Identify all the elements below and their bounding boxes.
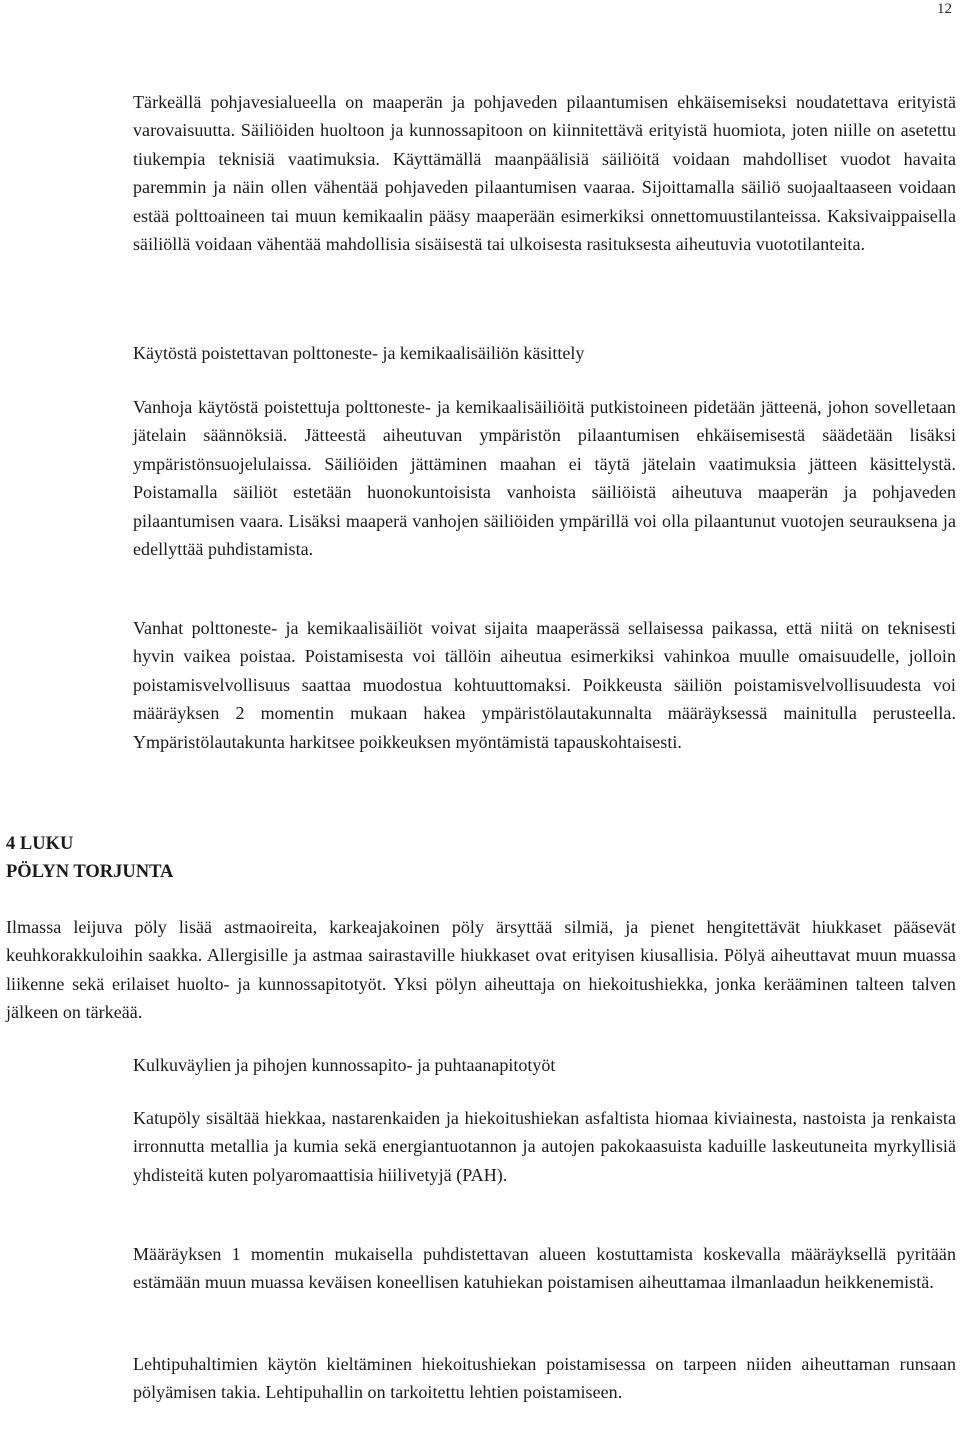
page-number: 12 — [937, 1, 952, 17]
subheading-tank-removal: Käytöstä poistettavan polttoneste- ja kemikaalisäiliön käsittely — [133, 343, 585, 363]
chapter-number: 4 LUKU — [6, 834, 74, 854]
paragraph-leaf-blower-ban: Lehtipuhaltimien käytön kieltäminen hiekoitushiekan poistamisessa on tarpeen niiden aiheuttaman runsaan pölyämisen takia. Lehtipuhallin on tarkoitettu lehtien poistamiseen. — [133, 1354, 956, 1403]
paragraph-old-tanks-waste: Vanhoja käytöstä poistettuja polttoneste- ja kemikaalisäiliöitä putkistoineen pidetään jätteenä, johon sovelletaan jätelain säännöksiä. Jätteestä aiheutuvan ympäristön pilaantumisen ehkäisemisestä säädetään lisäksi ympäristönsuojelulaissa. Säiliöiden jättäminen maahan ei täytä jätelain vaatimuksia jätteen käsittelystä. Poistamalla säiliöt estetään huonokuntoisista vanhoista säiliöistä aiheutuva maaperän ja pohjaveden pilaantumisen vaara. Lisäksi maaperä vanhojen säiliöiden ympärillä voi olla pilaantunut vuotojen seurauksena ja edellyttää puhdistamista. — [133, 397, 956, 560]
chapter-title: PÖLYN TORJUNTA — [6, 862, 174, 882]
paragraph-moistening-rule: Määräyksen 1 momentin mukaisella puhdistettavan alueen kostuttamista koskevalla määräyksellä pyritään estämään muun muassa keväisen koneellisen katuhiekan poistamisen aiheuttamaa ilmanlaadun heikkenemistä. — [133, 1244, 956, 1293]
paragraph-groundwater-caution: Tärkeällä pohjavesialueella on maaperän ja pohjaveden pilaantumisen ehkäisemiseksi noudatettava erityistä varovaisuutta. Säiliöiden huoltoon ja kunnossapitoon on kiinnitettävä erityistä huomiota, joten niille on asetettu tiukempia teknisiä vaatimuksia. Käyttämällä maanpäälisiä säiliöitä voidaan mahdolliset vuodot havaita paremmin ja näin ollen vähentää pohjaveden pilaantumisen vaaraa. Sijoittamalla säiliö suojaaltaaseen voidaan estää polttoaineen tai muun kemikaalin pääsy maaperään esimerkiksi onnettomuustilanteissa. Kaksivaippaisella säiliöllä voidaan vähentää mahdollisia sisäisestä tai ulkoisesta rasituksesta aiheutuvia vuototilanteita. — [133, 92, 956, 255]
subheading-street-maintenance: Kulkuväylien ja pihojen kunnossapito- ja puhtaanapitotyöt — [133, 1055, 556, 1075]
paragraph-dust-intro: Ilmassa leijuva pöly lisää astmaoireita, karkeajakoinen pöly ärsyttää silmiä, ja pienet hengitettävät hiukkaset pääsevät keuhkorakkuloihin saakka. Allergisille ja astmaa sairastaville hiukkaset ovat erityisen kiusallisia. Pölyä aiheuttavat muun muassa liikenne sekä erilaiset huolto- ja kunnossapitotyöt. Yksi pölyn aiheuttaja on hiekoitushiekka, jonka kerääminen talteen talven jälkeen on tärkeää. — [6, 917, 956, 1023]
paragraph-street-dust-content: Katupöly sisältää hiekkaa, nastarenkaiden ja hiekoitushiekan asfaltista hiomaa kiviainesta, nastoista ja renkaista irronnutta metallia ja kumia sekä energiantuotannon ja autojen pakokaasuista kaduille laskeutuneita myrkyllisiä yhdisteitä kuten polyaromaattisia hiilivetyjä (PAH). — [133, 1108, 956, 1185]
paragraph-removal-exception: Vanhat polttoneste- ja kemikaalisäiliöt voivat sijaita maaperässä sellaisessa paikassa, että niitä on teknisesti hyvin vaikea poistaa. Poistamisesta voi tällöin aiheutua esimerkiksi vahinkoa muulle omaisuudelle, jolloin poistamisvelvollisuus saattaa muodostua kohtuuttomaksi. Poikkeusta säiliön poistamisvelvollisuudesta voi määräyksen 2 momentin mukaan hakea ympäristölautakunnalta määräyksessä mainitulla perusteella. Ympäristölautakunta harkitsee poikkeuksen myöntämistä tapauskohtaisesti. — [133, 618, 956, 752]
